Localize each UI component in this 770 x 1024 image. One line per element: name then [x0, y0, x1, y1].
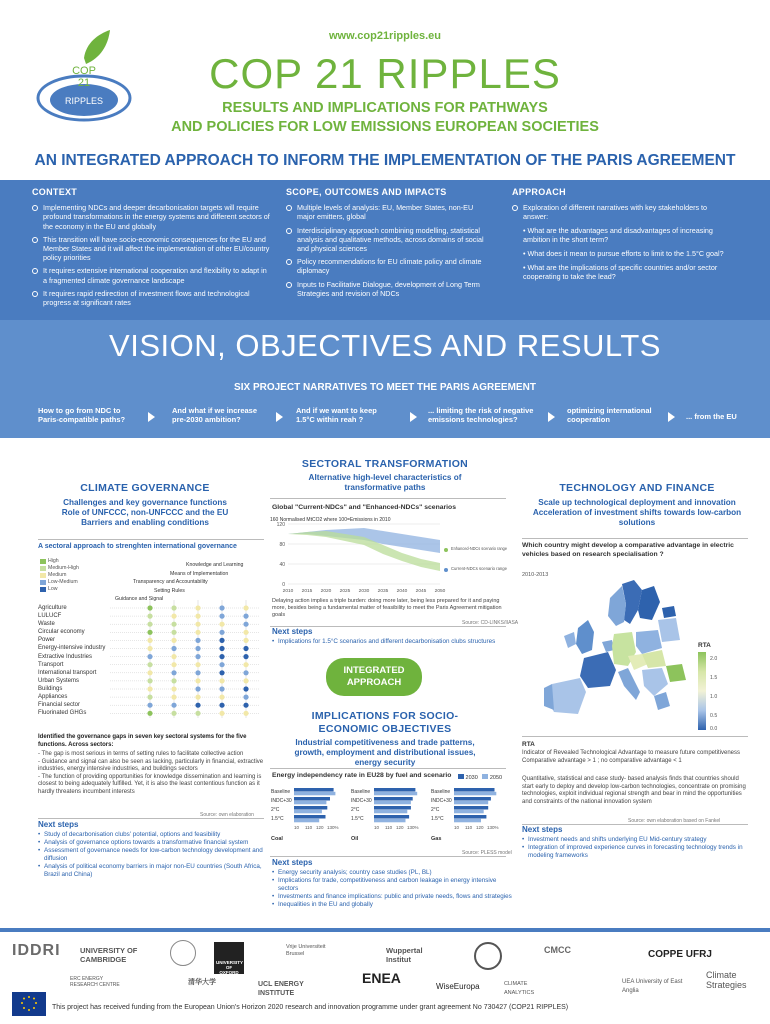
context-item: It requires rapid redirection of investment flows and technological progress at significant rates: [32, 289, 272, 307]
x-tick-label: 2015: [301, 589, 313, 594]
next-step-item: • Analysis of political economy barriers in major non-EU countries (South Africa, Brazil and China): [38, 863, 268, 879]
sector-label: Extractive Industries: [38, 653, 93, 660]
sector-label: Transport: [38, 661, 64, 668]
x-tick-label: 120: [396, 825, 404, 830]
bar-2050: [374, 801, 411, 805]
scenario-label: INDC+30: [351, 798, 372, 804]
arrow-icon: [548, 412, 555, 422]
bar-2030: [374, 815, 409, 819]
partner-logo-wiseeuropa: WiseEuropa: [436, 982, 480, 991]
logo-text-ripples: RIPPLES: [64, 96, 104, 106]
rta-tick: 1.5: [710, 675, 718, 681]
sectoral-chart-title: Global "Current-NDCs" and "Enhanced-NDCs" scenarios: [272, 504, 456, 511]
x-tick-label: 2020: [320, 589, 332, 594]
sector-label: LULUCF: [38, 613, 62, 620]
x-tick-label: 110: [305, 825, 313, 830]
governance-dot: [147, 654, 152, 659]
poster-tagline: AN INTEGRATED APPROACH TO INFORM THE IMPLEMENTATION OF THE PARIS AGREEMENT: [34, 152, 736, 169]
sector-list: [38, 604, 105, 717]
governance-dot: [243, 662, 248, 667]
x-tick-label: 2030: [358, 589, 370, 594]
bar-2030: [294, 806, 327, 810]
socio-next-steps: [272, 858, 512, 909]
scope-item: Interdisciplinary approach combining modelling, statistical analysis and qualitative methods, across domains of social and physical sciences: [286, 226, 486, 254]
governance-dot: [147, 678, 152, 683]
partner-logo-enea: ENEA: [362, 970, 401, 986]
governance-dot: [171, 686, 176, 691]
poster-subtitle: [0, 99, 770, 137]
governance-dot: [243, 605, 248, 610]
governance-note: - Guidance and signal can also be seen as lacking, particularly in financial, extractive industries, energy intensive industries, and buildings sectors: [38, 758, 264, 772]
sector-label: Circular economy: [38, 629, 85, 636]
governance-dot: [171, 630, 176, 635]
sector-label: Appliances: [38, 694, 68, 701]
next-steps-title: Next steps: [38, 820, 79, 829]
governance-dot: [243, 695, 248, 700]
partner-logo-climate-analytics: CLIMATE ANALYTICS: [504, 981, 535, 996]
legend-item: Low-Medium: [40, 579, 79, 586]
context-item: Implementing NDCs and deeper decarbonisation targets will require profound transformations in the energy systems and different sectors of the economy in the EU and globally: [32, 203, 272, 231]
integrated-approach-badge: [326, 658, 422, 696]
legend-item: Medium-High: [40, 565, 79, 572]
governance-dot: [147, 662, 152, 667]
x-tick-label: 2010: [282, 589, 294, 594]
legend-current: Current-NDCs scenario range: [451, 567, 515, 572]
sectoral-source: Source: CD-LINKS/IIASA: [462, 620, 519, 626]
partner-logo-uea: UEA University of East Anglia: [622, 979, 683, 994]
legend-item: High: [40, 558, 79, 565]
bar-2050: [374, 819, 406, 823]
narrative-1: How to go from NDC to Paris-compatible paths?: [38, 406, 126, 424]
socio-legend: [458, 774, 502, 781]
approach-question: • What are the advantages and disadvantages of increasing ambition in the short term?: [523, 225, 713, 244]
fuel-panel-label: Gas: [431, 836, 442, 842]
scenario-label: Baseline: [351, 789, 371, 795]
governance-dot: [219, 638, 224, 643]
function-label: Means of Implementation: [170, 571, 229, 577]
sector-label: Fluorinated GHGs: [38, 710, 87, 717]
x-tick-label: 2050: [434, 589, 446, 594]
governance-dot: [171, 703, 176, 708]
function-label: Knowledge and Learning: [186, 562, 244, 568]
x-tick-label: 110: [385, 825, 393, 830]
governance-dot: [243, 654, 248, 659]
bar-2050: [454, 792, 496, 796]
rta-tick: 0.5: [710, 713, 718, 719]
next-step-item: • Investments and finance implications: public and private needs, flows and strategies: [272, 893, 512, 901]
governance-dot: [195, 630, 200, 635]
fuel-panel-label: Oil: [351, 836, 359, 842]
legend-2050: 2050: [489, 775, 503, 781]
bar-2030: [294, 797, 330, 801]
rta-color-scale: [698, 652, 706, 730]
rta-tick: 0.0: [710, 726, 718, 732]
governance-note: - The function of providing opportunities for knowledge dissemination and learning is closest to being adequately fulfilled. Yet, it is also the least contentious function as it hardly threatens incumbent interests: [38, 773, 262, 795]
technology-source: Source: own elaboration based on Fankel: [628, 818, 721, 824]
scope-item: Policy recommendations for EU climate policy and climate diplomacy: [286, 257, 486, 275]
website-url[interactable]: www.cop21ripples.eu: [328, 30, 442, 42]
socio-title: IMPLICATIONS FOR SOCIO-ECONOMIC OBJECTIVES: [311, 710, 459, 735]
governance-dot: [243, 614, 248, 619]
x-tick-label: 130%: [327, 825, 339, 830]
governance-dot: [147, 703, 152, 708]
socio-chart-title: Energy independency rate in EU28 by fuel and scenario: [272, 772, 452, 779]
sector-label: Waste: [38, 621, 55, 628]
narrative-4: ... limiting the risk of negative emissions technologies?: [428, 406, 534, 424]
rta-definition: Indicator of Revealed Technological Advantage to measure future competitiveness Comparative advantage > 1 ; no comparative advantage < 1: [522, 750, 741, 764]
rta-ticks: [710, 650, 717, 732]
governance-dot: [195, 614, 200, 619]
integrated-line-1: INTEGRATED: [343, 665, 405, 676]
bar-2030: [374, 797, 413, 801]
legend-enhanced: Enhanced-NDCs scenario range: [451, 547, 521, 552]
governance-dot: [243, 630, 248, 635]
governance-dot: [171, 670, 176, 675]
governance-dot: [219, 622, 224, 627]
subtitle-line-1: RESULTS AND IMPLICATIONS FOR PATHWAYS: [222, 100, 548, 116]
governance-dot: [147, 670, 152, 675]
next-step-item: • Inequalities in the EU and globally: [272, 901, 512, 909]
governance-dot: [147, 686, 152, 691]
scope-column: [286, 188, 486, 302]
scenario-label: INDC+30: [271, 798, 292, 804]
partner-logo-erc: ERC ENERGY RESEARCH CENTRE: [70, 976, 120, 988]
governance-dot: [195, 678, 200, 683]
approach-intro: Exploration of different narratives with key stakeholders to answer:: [512, 203, 732, 221]
bar-2050: [294, 810, 322, 814]
approach-question: • What are the implications of specific countries and/or sector cooperating to take the lead?: [523, 263, 718, 282]
sector-label: International transport: [38, 669, 97, 676]
rta-tick: 1.0: [710, 694, 718, 700]
governance-dot: [195, 654, 200, 659]
x-tick-label: 2025: [339, 589, 351, 594]
legend-dot-enhanced: [444, 548, 448, 552]
partner-logo-coppe: COPPE UFRJ: [648, 949, 712, 960]
partner-logo-tsinghua: 清华大学: [188, 979, 216, 986]
governance-dot: [219, 614, 224, 619]
x-tick-label: 2035: [377, 589, 389, 594]
partner-logo-cambridge: UNIVERSITY OF CAMBRIDGE: [80, 946, 138, 964]
scenario-label: 1.5°C: [271, 816, 284, 822]
bar-2050: [294, 792, 335, 796]
bar-2050: [454, 801, 488, 805]
governance-dot: [147, 622, 152, 627]
context-band: [0, 180, 770, 320]
integrated-line-2: APPROACH: [346, 677, 402, 688]
next-step-item: • Implications for trade, competitiveness and carbon leakage in energy intensive sectors: [272, 877, 512, 893]
subtitle-line-2: AND POLICIES FOR LOW EMISSIONS EUROPEAN SOCIETIES: [171, 119, 599, 135]
governance-dot: [171, 614, 176, 619]
scenario-label: 1.5°C: [351, 816, 364, 822]
governance-dot: [147, 711, 152, 716]
bar-2030: [454, 806, 488, 810]
governance-dot: [243, 703, 248, 708]
y-tick-label: 120: [276, 522, 285, 528]
y-tick-label: 0: [282, 582, 285, 588]
approach-column: [512, 188, 732, 287]
governance-dot: [219, 703, 224, 708]
poster-title: COP 21 RIPPLES: [209, 50, 561, 97]
legend-item: Medium: [40, 572, 79, 579]
narrative-6: ... from the EU: [686, 412, 737, 421]
scenario-label: 2°C: [271, 807, 280, 813]
governance-dot: [195, 605, 200, 610]
legend-2030: 2030: [465, 775, 478, 781]
x-tick-label: 120: [316, 825, 324, 830]
governance-dot: [171, 646, 176, 651]
governance-dot: [147, 646, 152, 651]
partner-logo-cmcc: CMCC: [544, 945, 571, 955]
europe-rta-map: [530, 580, 700, 730]
governance-dot: [219, 695, 224, 700]
partner-logo-oxford: UNIVERSITY OF OXFORD: [214, 942, 244, 974]
scope-item: Multiple levels of analysis: EU, Member States, non-EU major emitters, global: [286, 203, 486, 221]
governance-dot: [147, 638, 152, 643]
divider: [270, 498, 506, 499]
governance-dot: [195, 662, 200, 667]
sector-label: Energy-intensive industry: [38, 645, 106, 652]
x-tick-label: 110: [465, 825, 473, 830]
sector-label: Power: [38, 637, 56, 644]
function-label: Transparency and Accountability: [133, 579, 208, 585]
technology-next-steps: [522, 825, 748, 860]
approach-title: APPROACH: [512, 187, 566, 197]
narrative-5: optimizing international cooperation: [567, 406, 652, 424]
technology-period: 2010-2013: [522, 572, 549, 578]
next-steps-title: Next steps: [272, 627, 313, 636]
bar-2050: [374, 810, 407, 814]
vision-subtitle: SIX PROJECT NARRATIVES TO MEET THE PARIS AGREEMENT: [234, 382, 536, 393]
y-tick-label: 80: [279, 542, 285, 548]
governance-matrix: [110, 600, 270, 722]
technology-title: TECHNOLOGY AND FINANCE: [559, 482, 715, 494]
rta-scale-title: RTA: [698, 642, 711, 649]
governance-dot: [243, 686, 248, 691]
logo-text-cop: COP: [72, 65, 96, 77]
governance-dot: [195, 695, 200, 700]
socio-source: Source: PLESS model: [462, 850, 512, 856]
next-step-item: • Implications for 1.5°C scenarios and different decarbonisation clubs structures: [272, 638, 508, 646]
bar-2030: [294, 788, 334, 792]
governance-source: Source: own elaboration: [200, 812, 254, 818]
x-tick-label: 130%: [487, 825, 499, 830]
next-step-item: • Investment needs and shifts underlying EU Mid-century strategy: [522, 836, 748, 844]
partner-logo-wuppertal: Wuppertal Institut: [386, 946, 423, 964]
partner-logo-ucl: UCL ENERGY INSTITUTE: [258, 981, 304, 997]
partner-logo-seal: [170, 940, 196, 966]
governance-dot: [243, 670, 248, 675]
next-steps-title: Next steps: [522, 825, 563, 834]
governance-dot: [171, 605, 176, 610]
sectoral-title: SECTORAL TRANSFORMATION: [301, 458, 469, 470]
bar-2050: [294, 819, 319, 823]
divider: [38, 818, 264, 819]
divider: [522, 736, 748, 737]
x-tick-label: 2040: [396, 589, 408, 594]
socio-subtitle: Industrial competitiveness and trade patterns, growth, employment and distributional issues, energy security: [294, 738, 476, 767]
sectoral-next-steps: [272, 627, 508, 646]
governance-legend: [40, 558, 79, 593]
governance-next-steps: [38, 820, 268, 879]
x-tick-label: 2045: [415, 589, 427, 594]
governance-dot: [195, 638, 200, 643]
governance-dot: [219, 678, 224, 683]
narrative-2: And what if we increase pre-2030 ambition?: [172, 406, 258, 424]
governance-dot: [171, 654, 176, 659]
governance-dot: [195, 686, 200, 691]
rta-definition-title: RTA: [522, 741, 535, 748]
governance-dot: [171, 638, 176, 643]
legend-item: Low: [40, 586, 79, 593]
sector-label: Buildings: [38, 685, 63, 692]
sector-label: Financial sector: [38, 702, 81, 709]
governance-subtitle: Challenges and key governance functions Role of UNFCCC, non-UNFCCC and the EU Barriers and enabling conditions: [61, 498, 229, 527]
vision-title: VISION, OBJECTIVES AND RESULTS: [109, 328, 661, 363]
matrix-title: A sectoral approach to strenghten international governance: [38, 543, 237, 550]
next-step-item: • Integration of improved experience curves in forecasting technology trends in modeling frameworks: [522, 844, 748, 860]
governance-dot: [147, 605, 152, 610]
bar-2030: [454, 815, 486, 819]
governance-dot: [195, 646, 200, 651]
divider: [38, 539, 264, 540]
governance-dot: [219, 711, 224, 716]
divider: [270, 768, 506, 769]
technology-subtitle: Scale up technological deployment and innovation Acceleration of investment shifts towards low-carbon solutions: [532, 498, 742, 527]
narrative-3: And if we want to keep 1.5°C within reah ?: [296, 406, 377, 424]
scenario-label: INDC+30: [431, 798, 452, 804]
function-label: Guidance and Signal: [115, 596, 164, 602]
partner-logo-vub: Vrije Universiteit Brussel: [286, 944, 326, 957]
bar-2050: [454, 819, 481, 823]
context-item: It requires extensive international cooperation and flexibility to adapt in a fragmented climate governance landscape: [32, 266, 272, 284]
x-tick-label: 10: [374, 825, 380, 830]
sector-label: Urban Systems: [38, 677, 80, 684]
scenario-label: 1.5°C: [431, 816, 444, 822]
governance-dot: [147, 695, 152, 700]
governance-note-title: Identified the governance gaps in seven key sectoral systems for the five functions. Across sectors:: [38, 734, 247, 748]
bar-2030: [454, 788, 495, 792]
governance-note: - The gap is most serious in terms of setting rules to facilitate collective action: [38, 751, 244, 757]
governance-dot: [171, 622, 176, 627]
governance-title: CLIMATE GOVERNANCE: [80, 482, 210, 494]
technology-question: Which country might develop a comparative advantage in electric vehicles based on research specialisation ?: [522, 542, 734, 558]
next-step-item: • Study of decarbonisation clubs' potential, options and feasibility: [38, 831, 268, 839]
next-step-item: • Energy security analysis; country case studies (PL, BL): [272, 869, 512, 877]
x-tick-label: 120: [476, 825, 484, 830]
vision-band: [0, 320, 770, 438]
fuel-panel-label: Coal: [271, 836, 283, 842]
scope-title: SCOPE, OUTCOMES AND IMPACTS: [286, 187, 447, 197]
partner-logo-iddri: IDDRI: [12, 942, 61, 959]
sectoral-caption: Delaying action implies a triple burden: doing more later, being less prepared for it and paying more, besides being a fundamental matter of feasibility to meet the Paris Agreement mitigation goals: [272, 598, 502, 618]
bar-2030: [374, 806, 411, 810]
next-steps-title: Next steps: [272, 858, 313, 867]
governance-dot: [147, 614, 152, 619]
sectoral-subtitle: Alternative high-level characteristics of transformative paths: [308, 473, 462, 492]
context-item: This transition will have socio-economic consequences for the EU and Member States and it will affect the implementation of other EU/country policy priorities: [32, 235, 272, 263]
context-title: CONTEXT: [32, 187, 78, 197]
legend-dot-current: [444, 568, 448, 572]
x-tick-label: 10: [454, 825, 460, 830]
sector-label: Agriculture: [38, 605, 67, 611]
governance-dot: [195, 670, 200, 675]
governance-dot: [219, 662, 224, 667]
y-tick-label: 40: [279, 562, 285, 568]
governance-dot: [171, 662, 176, 667]
x-tick-label: 10: [294, 825, 300, 830]
governance-dot: [171, 678, 176, 683]
logo-text-21: 21: [77, 77, 91, 89]
governance-dot: [219, 605, 224, 610]
governance-dot: [243, 638, 248, 643]
partner-logo-climate-strategies: Climate Strategies: [706, 970, 747, 990]
partner-logo-circle: [474, 942, 502, 970]
governance-notes: [38, 751, 266, 796]
governance-dot: [171, 695, 176, 700]
next-step-item: • Assessment of governance needs for low-carbon technology development and diffusion: [38, 847, 268, 863]
governance-dot: [219, 646, 224, 651]
scenario-label: Baseline: [431, 789, 451, 795]
governance-dot: [243, 646, 248, 651]
scenario-label: 2°C: [431, 807, 440, 813]
function-label: Setting Rules: [154, 588, 185, 594]
scenario-label: 2°C: [351, 807, 360, 813]
arrow-icon: [668, 412, 675, 422]
bar-2030: [374, 788, 415, 792]
scope-item: Inputs to Facilitative Dialogue, development of Long Term Strategies and revision of NDCs: [286, 280, 486, 298]
sectoral-chart-ylabel: 160 Normalised MtCO2 where 100=Emissions in 2010: [270, 517, 391, 523]
energy-independency-chart: [270, 784, 510, 846]
technology-analysis: Quantitative, statistical and case study- based analysis finds that countries should start early to deploy and develop low-carbon technologies, concentrate on promising technologies, exploit individual regional strength and bear in mind the opportunities and constraints of the national innovation system: [522, 776, 746, 805]
rta-tick: 2.0: [710, 656, 718, 662]
governance-dot: [243, 678, 248, 683]
governance-dot: [243, 622, 248, 627]
x-tick-label: 130%: [407, 825, 419, 830]
governance-dot: [219, 670, 224, 675]
divider: [270, 856, 506, 857]
governance-dot: [219, 630, 224, 635]
eu-flag-icon: [12, 992, 46, 1016]
governance-dot: [243, 711, 248, 716]
bar-2050: [294, 801, 326, 805]
arrow-icon: [410, 412, 417, 422]
bar-2050: [454, 810, 484, 814]
governance-dot: [195, 711, 200, 716]
approach-question: • What does it mean to pursue efforts to limit to the 1.5°C goal?: [523, 249, 724, 259]
governance-dot: [195, 703, 200, 708]
sectoral-chart: [270, 514, 521, 596]
governance-dot: [195, 622, 200, 627]
governance-dot: [219, 654, 224, 659]
governance-dot: [219, 686, 224, 691]
context-column: [32, 188, 272, 311]
footer-divider: [0, 928, 770, 932]
arrow-icon: [276, 412, 283, 422]
bar-2050: [374, 792, 417, 796]
scenario-label: Baseline: [271, 789, 291, 795]
next-step-item: • Analysis of governance options towards a transformative financial system: [38, 839, 268, 847]
funding-statement: This project has received funding from the European Union's Horizon 2020 research and innovation programme under grant agreement No 730427 (COP21 RIPPLES): [52, 1004, 569, 1011]
governance-dot: [147, 630, 152, 635]
bar-2030: [294, 815, 326, 819]
governance-dot: [171, 711, 176, 716]
divider: [522, 538, 748, 539]
bar-2030: [454, 797, 491, 801]
arrow-icon: [148, 412, 155, 422]
